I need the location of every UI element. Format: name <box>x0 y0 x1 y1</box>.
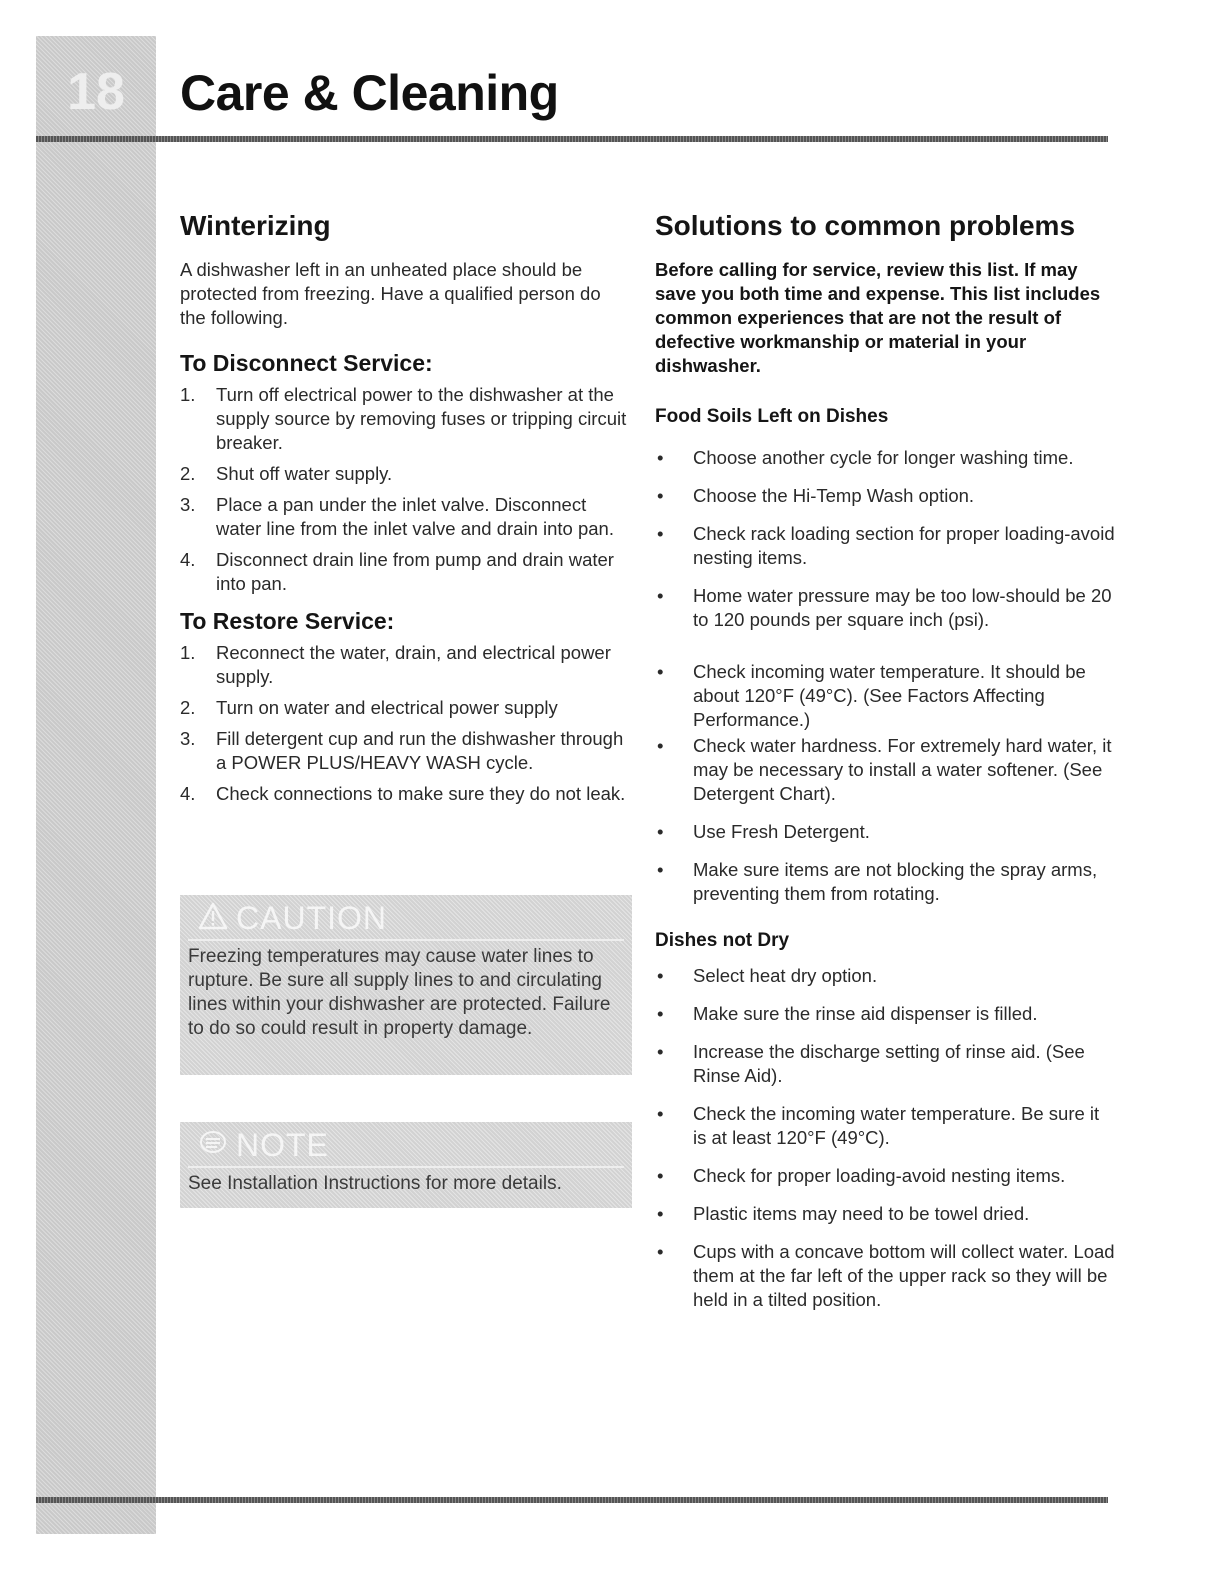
bullet-text: Increase the discharge setting of rinse aid. (See Rinse Aid). <box>693 1041 1085 1086</box>
winterizing-intro: A dishwasher left in an unheated place should be protected from freezing. Have a qualified person do the following. <box>180 259 601 328</box>
bullet-text: Choose the Hi-Temp Wash option. <box>693 485 975 506</box>
list-item: • Increase the discharge setting of rinse aid. (See Rinse Aid). <box>655 1040 1115 1088</box>
list-item: • Check water hardness. For extremely hard water, it may be necessary to install a water softener. (See Detergent Chart). <box>655 734 1115 806</box>
food-soils-heading: Food Soils Left on Dishes <box>655 406 889 427</box>
list-item: • Cups with a concave bottom will collect water. Load them at the far left of the upper rack so they will be held in a tilted position. <box>657 1241 1115 1310</box>
caution-text: Freezing temperatures may cause water lines to rupture. Be sure all supply lines to and circulating lines within your dishwasher are protected. Failure to do so could result in property damage. <box>188 946 611 1039</box>
list-item: • Use Fresh Detergent. <box>657 821 870 842</box>
list-item <box>180 493 630 541</box>
bullet-text: Select heat dry option. <box>693 965 878 986</box>
restore-heading: To Restore Service: <box>180 608 395 634</box>
bullet-text: Home water pressure may be too low-should be 20 to 120 pounds per square inch (psi). <box>693 585 1112 630</box>
step-number: 1. <box>180 384 196 405</box>
step-text: Disconnect drain line from pump and drain water into pan. <box>216 549 614 594</box>
note-divider <box>188 1166 624 1168</box>
list-item: • Check the incoming water temperature. Be sure it is at least 120°F (49°C). <box>655 1102 1115 1150</box>
bullet-text: Check rack loading section for proper loading-avoid nesting items. <box>693 523 1115 568</box>
list-item: • Make sure items are not blocking the spray arms, preventing them from rotating. <box>655 858 1115 906</box>
header-rule <box>36 136 1108 142</box>
footer-rule <box>36 1497 1108 1503</box>
step-number: 3. <box>180 728 196 749</box>
bullet-text: Choose another cycle for longer washing time. <box>693 447 1074 468</box>
step-text: Reconnect the water, drain, and electrical power supply. <box>216 642 611 687</box>
bullet-text: Check for proper loading-avoid nesting items. <box>693 1165 1066 1186</box>
list-item: • Check rack loading section for proper loading-avoid nesting items. <box>657 523 1115 568</box>
step-number: 1. <box>180 642 196 663</box>
caution-header <box>180 895 632 937</box>
step-number: 2. <box>180 697 196 718</box>
step-text: Turn off electrical power to the dishwasher at the supply source by removing fuses or tripping circuit breaker. <box>216 384 627 453</box>
list-item: • Home water pressure may be too low-should be 20 to 120 pounds per square inch (psi). <box>655 584 1115 632</box>
solutions-intro: Before calling for service, review this list. If may save you both time and expense. This list includes common experiences that are not the result of defective workmanship or material in your dishwasher. <box>655 259 1101 376</box>
list-item: • Plastic items may need to be towel dried. <box>657 1203 1030 1224</box>
step-text: Place a pan under the inlet valve. Disconnect water line from the inlet valve and drain into pan. <box>216 494 614 539</box>
note-icon <box>198 1129 228 1162</box>
step-text: Turn on water and electrical power supply <box>216 697 558 718</box>
disconnect-steps <box>180 383 630 596</box>
not-dry-heading: Dishes not Dry <box>655 930 790 951</box>
bullet-text: Make sure the rinse aid dispenser is filled. <box>693 1003 1038 1024</box>
list-item <box>180 462 630 486</box>
bullet-text: Plastic items may need to be towel dried. <box>693 1203 1030 1224</box>
step-number: 4. <box>180 549 196 570</box>
list-item <box>180 696 630 720</box>
caution-divider <box>188 939 624 941</box>
step-number: 4. <box>180 783 196 804</box>
list-item: • Choose another cycle for longer washing time. <box>657 447 1074 468</box>
page-number: 18 <box>67 63 125 121</box>
caution-label: CAUTION <box>236 899 387 936</box>
step-text: Check connections to make sure they do not leak. <box>216 783 626 804</box>
step-number: 3. <box>180 494 196 515</box>
not-dry-list <box>655 964 1115 1312</box>
winterizing-column <box>180 210 630 813</box>
step-text: Fill detergent cup and run the dishwasher through a POWER PLUS/HEAVY WASH cycle. <box>216 728 624 773</box>
bullet-text: Make sure items are not blocking the spray arms, preventing them from rotating. <box>693 859 1098 904</box>
list-item: • Make sure the rinse aid dispenser is filled. <box>657 1003 1038 1024</box>
list-item: • Check for proper loading-avoid nesting items. <box>657 1165 1066 1186</box>
step-number: 2. <box>180 463 196 484</box>
list-item: • Select heat dry option. <box>657 965 878 986</box>
page-title: Care & Cleaning <box>180 65 559 121</box>
solutions-column <box>655 210 1115 1326</box>
food-soils-list <box>655 446 1115 906</box>
list-item: • Check incoming water temperature. It should be about 120°F (49°C). (See Factors Affecting Performance.) <box>655 660 1115 732</box>
side-band <box>36 36 156 1534</box>
list-item <box>180 641 630 689</box>
winterizing-heading: Winterizing <box>180 210 331 241</box>
step-text: Shut off water supply. <box>216 463 393 484</box>
note-text: See Installation Instructions for more details. <box>188 1173 562 1194</box>
note-header <box>180 1122 632 1164</box>
disconnect-heading: To Disconnect Service: <box>180 350 433 376</box>
bullet-text: Check water hardness. For extremely hard water, it may be necessary to install a water softener. (See Detergent Chart). <box>693 735 1112 804</box>
restore-steps <box>180 641 630 806</box>
note-box <box>180 1122 632 1208</box>
bullet-text: Check the incoming water temperature. Be sure it is at least 120°F (49°C). <box>693 1103 1100 1148</box>
list-item <box>180 782 630 806</box>
list-item <box>180 727 630 775</box>
bullet-text: Use Fresh Detergent. <box>693 821 870 842</box>
solutions-heading: Solutions to common problems <box>655 210 1076 241</box>
warning-icon <box>198 902 228 935</box>
bullet-text: Cups with a concave bottom will collect water. Load them at the far left of the upper rack so they will be held in a tilted position. <box>693 1241 1115 1310</box>
bullet-text: Check incoming water temperature. It should be about 120°F (49°C). (See Factors Affecting Performance.) <box>693 661 1086 730</box>
note-label: NOTE <box>236 1126 329 1163</box>
list-item <box>180 383 630 455</box>
list-item <box>180 548 630 596</box>
list-item: • Choose the Hi-Temp Wash option. <box>657 485 975 506</box>
caution-box <box>180 895 632 1075</box>
